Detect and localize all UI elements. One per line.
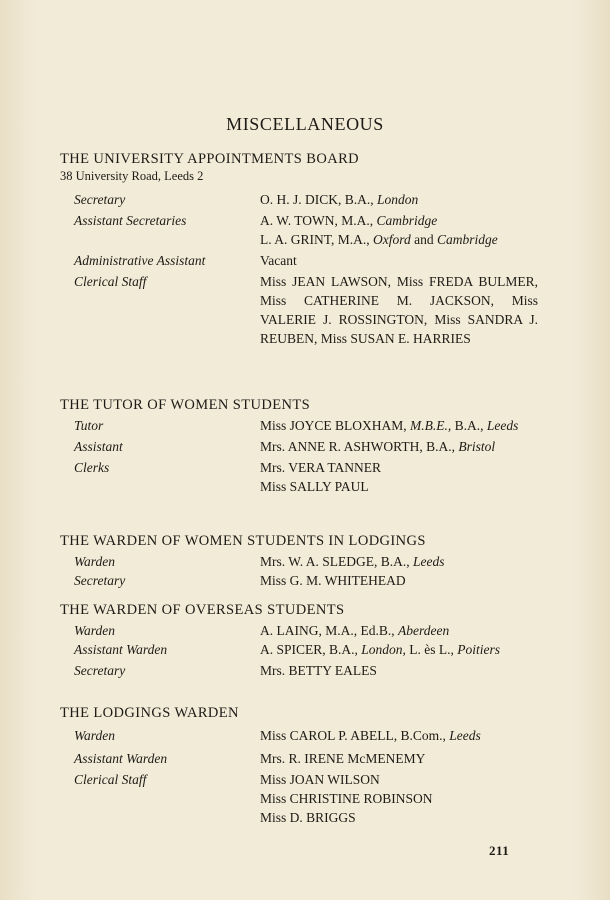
role-label: Clerical Staff [74,772,147,787]
staff-row [60,770,560,827]
staff-row [60,437,560,456]
section-heading: THE UNIVERSITY APPOINTMENTS BOARD [60,151,360,167]
staff-row [60,571,560,590]
role-label: Tutor [74,418,104,433]
staff-names: Miss G. M. WHITEHEAD [260,573,406,588]
staff-name: Miss JOAN WILSON Miss CHRISTINE ROBINSON Miss D. BRIGGS [260,772,433,825]
section-appointments-board [60,150,560,348]
page-title: MISCELLANEOUS [226,114,384,134]
staff-row [60,726,560,745]
staff-row [60,661,560,680]
staff-row [60,251,560,270]
role-label: Assistant Warden [74,642,168,657]
section-address: 38 University Road, Leeds 2 [60,169,204,183]
staff-row [60,552,560,571]
staff-row [60,458,560,496]
section-heading: THE WARDEN OF OVERSEAS STUDENTS [60,602,345,618]
staff-row [60,621,560,640]
role-label: Clerks [74,460,110,475]
staff-names: Miss JOYCE BLOXHAM, M.B.E., B.A., Leeds [260,418,519,433]
staff-names: A. SPICER, B.A., London, L. ès L., Poitiers [260,642,501,657]
section-lodgings-warden [60,704,560,827]
role-label: Assistant Warden [74,751,168,766]
role-label: Secretary [74,663,126,678]
staff-names: Miss JEAN LAWSON, Miss FREDA BULMER, Miss CATHERINE M. JACKSON, Miss VALERIE J. ROSSINGTON, Miss SANDRA J. REUBEN, Miss SUSAN E. HARRIES [260,274,538,346]
staff-names: Mrs. W. A. SLEDGE, B.A., Leeds [260,554,445,569]
section-warden-lodgings-women [60,532,560,590]
role-label: Assistant [74,439,123,454]
staff-row [60,640,560,659]
section-overseas-students [60,601,560,680]
section-heading: THE WARDEN OF WOMEN STUDENTS IN LODGINGS [60,533,426,549]
page-number: 211 [489,843,510,858]
role-label: Clerical Staff [74,274,147,289]
staff-names: Vacant [260,253,297,268]
staff-names: Miss CAROL P. ABELL, B.Com., Leeds [260,728,481,743]
role-label: Warden [74,623,116,638]
role-label: Assistant Secretaries [74,213,187,228]
section-tutor-women [60,396,560,496]
staff-row [60,416,560,435]
staff-names: O. H. J. DICK, B.A., London [260,192,419,207]
staff-names: Mrs. BETTY EALES [260,663,377,678]
role-label: Administrative Assistant [74,253,206,268]
role-label: Warden [74,554,116,569]
role-label: Secretary [74,192,126,207]
staff-row [60,749,560,768]
staff-names: A. W. TOWN, M.A., Cambridge L. A. GRINT, M.A., Oxford and Cambridge [260,213,498,247]
role-label: Secretary [74,573,126,588]
staff-row [60,272,560,348]
staff-row [60,211,560,249]
staff-name: Mrs. VERA TANNER Miss SALLY PAUL [260,460,382,494]
section-heading: THE LODGINGS WARDEN [60,705,239,721]
role-label: Warden [74,728,116,743]
section-heading: THE TUTOR OF WOMEN STUDENTS [60,397,311,413]
staff-names [260,770,538,827]
staff-names: Mrs. R. IRENE McMENEMY [260,751,426,766]
staff-names [260,458,538,496]
staff-names: A. LAING, M.A., Ed.B., Aberdeen [260,623,450,638]
staff-row [60,190,560,209]
staff-names: Mrs. ANNE R. ASHWORTH, B.A., Bristol [260,439,496,454]
